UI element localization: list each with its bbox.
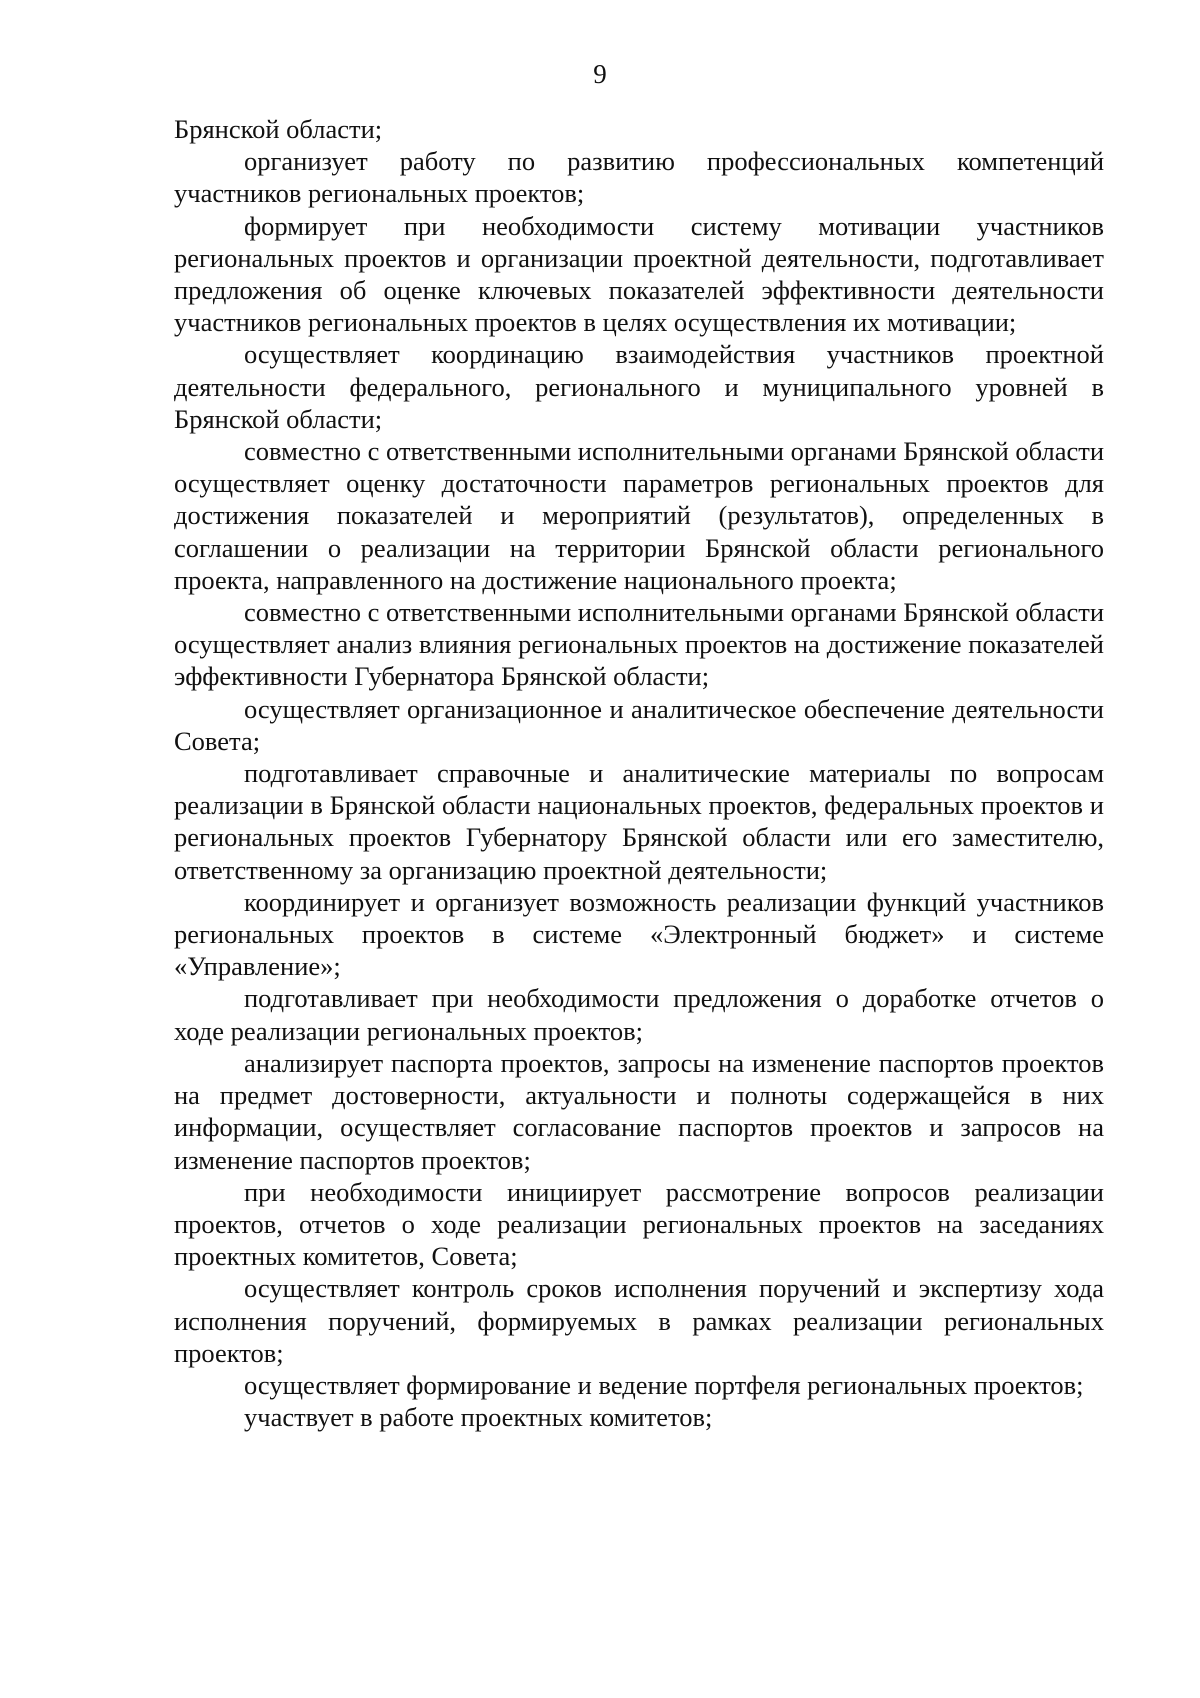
paragraph: анализирует паспорта проектов, запросы на изменение паспортов проектов на предмет достоверности, актуальности и полноты содержащейся в них информации, осуществляет согласование паспортов проектов и запросов на изменение паспортов проектов; [174,1047,1104,1175]
paragraph-continuation: Брянской области; [174,114,383,144]
paragraph: подготавливает при необходимости предложения о доработке отчетов о ходе реализации региональных проектов; [174,983,1104,1046]
page-number: 9 [593,59,607,89]
paragraph: организует работу по развитию профессиональных компетенций участников региональных проектов; [174,146,1104,209]
paragraph: формирует при необходимости систему мотивации участников региональных проектов и организации проектной деятельности, подготавливает предложения об оценке ключевых показателей эффективности деятельности участников региональных проектов в целях осуществления их мотивации; [174,210,1104,338]
paragraph: осуществляет формирование и ведение портфеля региональных проектов; [244,1369,1084,1400]
paragraph: совместно с ответственными исполнительными органами Брянской области осуществляет оценку достаточности параметров региональных проектов для достижения показателей и мероприятий (результатов), определенных в соглашении о реализации на территории Брянской области регионального проекта, направленного на достижение национального проекта; [174,436,1105,595]
paragraph: осуществляет координацию взаимодействия участников проектной деятельности федерального, регионального и муниципального уровней в Брянской области; [174,339,1104,434]
paragraph: осуществляет контроль сроков исполнения поручений и экспертизу хода исполнения поручений, формируемых в рамках реализации региональных проектов; [174,1273,1104,1368]
paragraph: координирует и организует возможность реализации функций участников региональных проектов в системе «Электронный бюджет» и системе «Управление»; [174,886,1104,982]
paragraph: при необходимости инициирует рассмотрение вопросов реализации проектов, отчетов о ходе реализации региональных проектов на заседаниях проектных комитетов, Совета; [174,1176,1104,1272]
paragraph: участвует в работе проектных комитетов; [244,1402,713,1433]
paragraph: совместно с ответственными исполнительными органами Брянской области осуществляет анализ влияния региональных проектов на достижение показателей эффективности Губернатора Брянской области; [174,597,1105,692]
document-body [174,113,1104,1433]
paragraph: осуществляет организационное и аналитическое обеспечение деятельности Совета; [174,693,1104,756]
paragraph: подготавливает справочные и аналитические материалы по вопросам реализации в Брянской области национальных проектов, федеральных проектов и региональных проектов Губернатору Брянской области или его заместителю, ответственному за организацию проектной деятельности; [174,758,1104,885]
